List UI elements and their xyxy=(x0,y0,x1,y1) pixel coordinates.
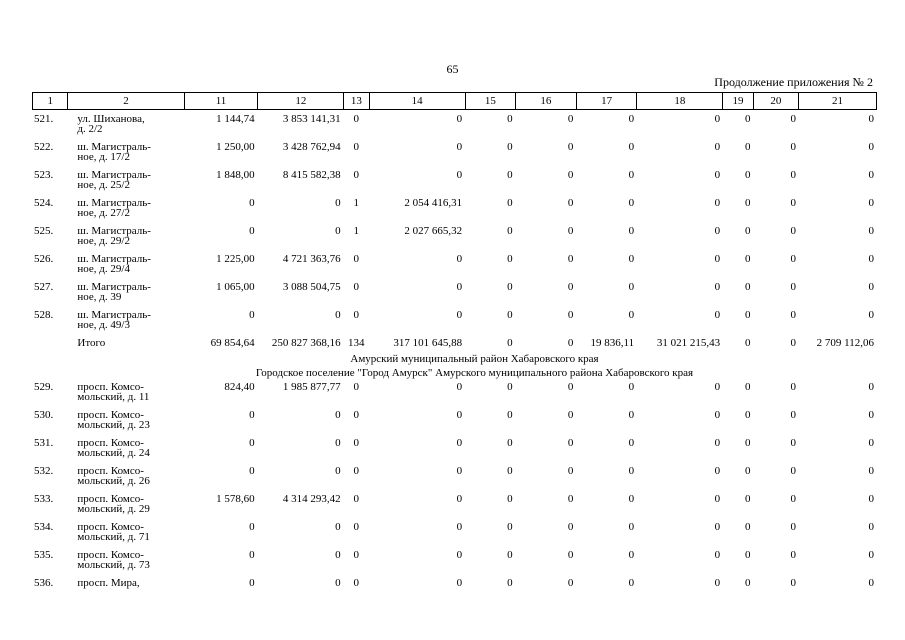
value-cell: 0 xyxy=(790,549,796,561)
value-cell: 0 xyxy=(567,225,574,237)
value-cell: 0 xyxy=(249,409,255,421)
address-cell xyxy=(67,382,183,410)
value-cell: 0 xyxy=(868,197,874,209)
column-header-row xyxy=(33,93,877,110)
address-line-1: ш. Магистраль- xyxy=(77,281,151,293)
value-cell: 0 xyxy=(868,113,874,125)
row-number: 524. xyxy=(34,197,54,209)
address-line-1: ш. Магистраль- xyxy=(77,141,151,153)
value-cell: 0 xyxy=(868,169,874,181)
address-cell xyxy=(67,114,183,142)
value-cell: 0 xyxy=(567,465,574,477)
table-row xyxy=(32,522,877,550)
value-cell: 0 xyxy=(249,437,255,449)
value-cell: 0 xyxy=(790,437,796,449)
value-cell: 0 xyxy=(628,577,635,589)
row-number: 532. xyxy=(34,465,54,477)
value-cell: 0 xyxy=(714,169,721,181)
table-row xyxy=(32,282,877,310)
column-header-cell: 12 xyxy=(258,93,344,110)
value-cell: 0 xyxy=(353,281,360,293)
value-cell: 0 xyxy=(567,309,574,321)
value-cell: 0 xyxy=(567,409,574,421)
value-cell: 0 xyxy=(714,141,721,153)
value-cell: 0 xyxy=(628,549,635,561)
data-table xyxy=(32,114,877,592)
value-cell: 0 xyxy=(456,113,463,125)
value-cell: 0 xyxy=(456,381,463,393)
value-cell: 0 xyxy=(335,521,341,533)
row-number: 529. xyxy=(34,381,54,393)
table-row xyxy=(32,578,877,592)
value-cell: 0 xyxy=(868,309,874,321)
address-line-1: ш. Магистраль- xyxy=(77,197,151,209)
value-cell: 0 xyxy=(353,169,360,181)
value-cell: 4 721 363,76 xyxy=(282,253,341,265)
address-line-1: просп. Комсо- xyxy=(77,521,144,533)
row-number: 523. xyxy=(34,169,54,181)
value-cell: 0 xyxy=(456,549,463,561)
address-line-1: ш. Магистраль- xyxy=(77,309,151,321)
row-number: 521. xyxy=(34,113,54,125)
address-line-2: мольский, д. 23 xyxy=(77,419,150,431)
table-row xyxy=(32,226,877,254)
table-row xyxy=(32,438,877,466)
value-cell: 0 xyxy=(507,465,513,477)
value-cell: 317 101 645,88 xyxy=(393,337,463,349)
value-cell: 0 xyxy=(714,281,721,293)
value-cell: 250 827 368,16 xyxy=(271,337,341,349)
column-header-cell: 14 xyxy=(369,93,465,110)
value-cell: 0 xyxy=(868,521,874,533)
total-label: Итого xyxy=(77,337,106,349)
value-cell: 1 xyxy=(353,197,360,209)
value-cell: 0 xyxy=(456,309,463,321)
value-cell: 0 xyxy=(868,253,874,265)
value-cell: 1 065,00 xyxy=(216,281,255,293)
value-cell: 0 xyxy=(567,141,574,153)
value-cell: 0 xyxy=(744,409,751,421)
value-cell: 3 428 762,94 xyxy=(282,141,341,153)
value-cell: 0 xyxy=(744,437,751,449)
address-line-2: д. 2/2 xyxy=(77,123,103,135)
address-line-1: просп. Комсо- xyxy=(77,549,144,561)
value-cell: 0 xyxy=(714,113,721,125)
value-cell: 0 xyxy=(249,577,255,589)
value-cell: 0 xyxy=(868,381,874,393)
row-number: 522. xyxy=(34,141,54,153)
address-line-1: просп. Комсо- xyxy=(77,409,144,421)
value-cell: 0 xyxy=(714,549,721,561)
address-line-2: мольский, д. 24 xyxy=(77,447,150,459)
value-cell: 0 xyxy=(868,281,874,293)
column-header-table xyxy=(32,92,877,110)
value-cell: 0 xyxy=(335,577,341,589)
value-cell: 0 xyxy=(628,493,635,505)
value-cell: 0 xyxy=(507,169,513,181)
value-cell: 3 088 504,75 xyxy=(282,281,341,293)
row-number: 527. xyxy=(34,281,54,293)
value-cell: 0 xyxy=(353,465,360,477)
total-row xyxy=(32,338,877,354)
value-cell: 0 xyxy=(335,225,341,237)
table-row xyxy=(32,170,877,198)
value-cell: 0 xyxy=(353,141,360,153)
value-cell: 1 xyxy=(353,225,360,237)
value-cell: 0 xyxy=(744,225,751,237)
value-cell: 0 xyxy=(790,521,796,533)
value-cell: 0 xyxy=(628,409,635,421)
table-row xyxy=(32,410,877,438)
address-line-1: просп. Комсо- xyxy=(77,493,144,505)
district-heading: Амурский муниципальный район Хабаровского края xyxy=(350,353,599,365)
value-cell: 0 xyxy=(790,381,796,393)
value-cell: 0 xyxy=(868,493,874,505)
address-cell xyxy=(67,254,183,282)
section-row xyxy=(32,368,877,382)
value-cell: 0 xyxy=(249,309,255,321)
row-number: 534. xyxy=(34,521,54,533)
value-cell: 0 xyxy=(335,549,341,561)
table-row xyxy=(32,466,877,494)
value-cell: 0 xyxy=(714,577,721,589)
value-cell: 0 xyxy=(868,577,874,589)
address-cell xyxy=(67,522,183,550)
value-cell: 0 xyxy=(744,493,751,505)
value-cell: 0 xyxy=(456,465,463,477)
value-cell: 0 xyxy=(335,309,341,321)
table-row xyxy=(32,550,877,578)
appendix-caption: Продолжение приложения № 2 xyxy=(714,75,873,89)
row-number: 531. xyxy=(34,437,54,449)
value-cell: 134 xyxy=(348,337,365,349)
value-cell: 0 xyxy=(790,465,796,477)
value-cell: 0 xyxy=(353,309,360,321)
address-line-2: ное, д. 49/3 xyxy=(77,319,130,331)
value-cell: 0 xyxy=(628,169,635,181)
value-cell: 0 xyxy=(507,437,513,449)
value-cell: 4 314 293,42 xyxy=(282,493,341,505)
value-cell: 0 xyxy=(744,465,751,477)
value-cell: 0 xyxy=(714,409,721,421)
column-header-cell: 16 xyxy=(516,93,577,110)
value-cell: 0 xyxy=(353,253,360,265)
address-cell xyxy=(67,170,183,198)
value-cell: 0 xyxy=(628,113,635,125)
value-cell: 0 xyxy=(456,493,463,505)
value-cell: 0 xyxy=(628,309,635,321)
value-cell: 0 xyxy=(790,169,796,181)
value-cell: 0 xyxy=(744,253,751,265)
value-cell: 0 xyxy=(456,141,463,153)
address-line-1: просп. Комсо- xyxy=(77,437,144,449)
value-cell: 0 xyxy=(507,253,513,265)
address-cell xyxy=(67,282,183,310)
value-cell: 0 xyxy=(790,577,796,589)
value-cell: 0 xyxy=(714,437,721,449)
value-cell: 0 xyxy=(744,381,751,393)
value-cell: 0 xyxy=(628,225,635,237)
address-cell xyxy=(67,578,183,592)
value-cell: 0 xyxy=(744,549,751,561)
value-cell: 0 xyxy=(456,169,463,181)
value-cell: 0 xyxy=(744,169,751,181)
settlement-heading: Городское поселение "Город Амурск" Амурского муниципального района Хабаровского края xyxy=(255,367,694,379)
row-number: 530. xyxy=(34,409,54,421)
value-cell: 1 225,00 xyxy=(216,253,255,265)
value-cell: 0 xyxy=(714,309,721,321)
value-cell: 3 853 141,31 xyxy=(282,113,341,125)
table-row xyxy=(32,310,877,338)
value-cell: 0 xyxy=(507,409,513,421)
value-cell: 0 xyxy=(249,197,255,209)
value-cell: 0 xyxy=(353,437,360,449)
value-cell: 0 xyxy=(744,337,751,349)
column-header-cell: 13 xyxy=(344,93,369,110)
value-cell: 0 xyxy=(714,197,721,209)
value-cell: 0 xyxy=(567,437,574,449)
value-cell: 0 xyxy=(335,197,341,209)
value-cell: 0 xyxy=(507,521,513,533)
table-row xyxy=(32,494,877,522)
address-line-2: ное, д. 39 xyxy=(77,291,122,303)
value-cell: 0 xyxy=(790,225,796,237)
value-cell: 0 xyxy=(714,521,721,533)
value-cell: 0 xyxy=(249,549,255,561)
address-line-2: ное, д. 27/2 xyxy=(77,207,130,219)
value-cell: 0 xyxy=(353,113,360,125)
value-cell: 0 xyxy=(567,521,574,533)
value-cell: 0 xyxy=(507,225,513,237)
value-cell: 0 xyxy=(744,197,751,209)
value-cell: 0 xyxy=(790,493,796,505)
value-cell: 0 xyxy=(744,577,751,589)
address-line-2: ное, д. 29/2 xyxy=(77,235,130,247)
value-cell: 0 xyxy=(868,225,874,237)
value-cell: 0 xyxy=(353,409,360,421)
address-line-1: просп. Мира, xyxy=(77,577,140,589)
address-cell xyxy=(67,466,183,494)
value-cell: 0 xyxy=(456,437,463,449)
value-cell: 2 027 665,32 xyxy=(404,225,463,237)
value-cell: 0 xyxy=(790,113,796,125)
address-line-2: мольский, д. 29 xyxy=(77,503,150,515)
value-cell: 0 xyxy=(567,281,574,293)
address-line-2: мольский, д. 26 xyxy=(77,475,150,487)
value-cell: 0 xyxy=(507,197,513,209)
value-cell: 0 xyxy=(507,493,513,505)
value-cell: 0 xyxy=(567,169,574,181)
value-cell: 19 836,11 xyxy=(590,337,635,349)
address-cell xyxy=(67,438,183,466)
value-cell: 0 xyxy=(628,437,635,449)
row-number: 536. xyxy=(34,577,54,589)
value-cell: 0 xyxy=(628,521,635,533)
value-cell: 0 xyxy=(567,253,574,265)
address-line-2: мольский, д. 71 xyxy=(77,531,150,543)
value-cell: 0 xyxy=(744,309,751,321)
value-cell: 0 xyxy=(790,309,796,321)
value-cell: 0 xyxy=(628,141,635,153)
value-cell: 8 415 582,38 xyxy=(282,169,341,181)
value-cell: 0 xyxy=(507,381,513,393)
address-line-1: ш. Магистраль- xyxy=(77,225,151,237)
value-cell: 0 xyxy=(456,521,463,533)
address-line-2: ное, д. 17/2 xyxy=(77,151,130,163)
value-cell: 0 xyxy=(790,409,796,421)
table-row xyxy=(32,254,877,282)
value-cell: 0 xyxy=(868,437,874,449)
value-cell: 0 xyxy=(456,409,463,421)
address-line-2: ное, д. 29/4 xyxy=(77,263,130,275)
column-header-cell: 15 xyxy=(465,93,516,110)
value-cell: 0 xyxy=(353,577,360,589)
column-header-cell: 1 xyxy=(33,93,68,110)
address-cell xyxy=(67,142,183,170)
value-cell: 0 xyxy=(868,409,874,421)
value-cell: 0 xyxy=(249,521,255,533)
value-cell: 0 xyxy=(567,577,574,589)
address-line-1: ш. Магистраль- xyxy=(77,169,151,181)
column-header-cell: 2 xyxy=(68,93,184,110)
address-line-2: мольский, д. 11 xyxy=(77,391,150,403)
value-cell: 0 xyxy=(507,141,513,153)
value-cell: 0 xyxy=(628,281,635,293)
value-cell: 0 xyxy=(456,281,463,293)
value-cell: 0 xyxy=(790,281,796,293)
value-cell: 0 xyxy=(714,225,721,237)
row-number: 535. xyxy=(34,549,54,561)
row-number: 525. xyxy=(34,225,54,237)
value-cell: 0 xyxy=(507,577,513,589)
address-cell xyxy=(67,550,183,578)
value-cell: 0 xyxy=(628,381,635,393)
column-header-cell: 17 xyxy=(576,93,637,110)
value-cell: 0 xyxy=(353,521,360,533)
value-cell: 0 xyxy=(353,381,360,393)
value-cell: 0 xyxy=(714,493,721,505)
value-cell: 0 xyxy=(567,197,574,209)
address-line-2: мольский, д. 73 xyxy=(77,559,150,571)
value-cell: 0 xyxy=(507,281,513,293)
value-cell: 0 xyxy=(507,309,513,321)
value-cell: 0 xyxy=(456,577,463,589)
page-number: 65 xyxy=(446,62,459,76)
value-cell: 0 xyxy=(790,337,796,349)
value-cell: 0 xyxy=(628,197,635,209)
value-cell: 0 xyxy=(744,141,751,153)
value-cell: 0 xyxy=(249,225,255,237)
value-cell: 0 xyxy=(744,113,751,125)
section-row xyxy=(32,354,877,368)
column-header-cell: 19 xyxy=(723,93,753,110)
address-cell xyxy=(67,198,183,226)
column-header-cell: 11 xyxy=(184,93,258,110)
value-cell: 1 578,60 xyxy=(216,493,255,505)
value-cell: 0 xyxy=(507,337,513,349)
table-row xyxy=(32,198,877,226)
row-number xyxy=(32,338,67,354)
address-line-1: ш. Магистраль- xyxy=(77,253,151,265)
value-cell: 1 985 877,77 xyxy=(282,381,341,393)
value-cell: 1 848,00 xyxy=(216,169,255,181)
value-cell: 0 xyxy=(628,253,635,265)
value-cell: 0 xyxy=(868,549,874,561)
table-row xyxy=(32,114,877,142)
value-cell: 0 xyxy=(335,409,341,421)
value-cell: 0 xyxy=(567,113,574,125)
value-cell: 0 xyxy=(567,337,574,349)
column-header-cell: 20 xyxy=(753,93,798,110)
row-number: 533. xyxy=(34,493,54,505)
value-cell: 0 xyxy=(790,253,796,265)
value-cell: 69 854,64 xyxy=(210,337,255,349)
value-cell: 0 xyxy=(790,141,796,153)
value-cell: 0 xyxy=(868,141,874,153)
value-cell: 0 xyxy=(507,549,513,561)
table-row xyxy=(32,142,877,170)
value-cell: 0 xyxy=(628,465,635,477)
address-line-1: ул. Шиханова, xyxy=(77,113,145,125)
table-row xyxy=(32,382,877,410)
value-cell: 0 xyxy=(335,465,341,477)
value-cell: 0 xyxy=(335,437,341,449)
value-cell: 0 xyxy=(353,493,360,505)
value-cell: 824,40 xyxy=(224,381,255,393)
value-cell: 0 xyxy=(456,253,463,265)
value-cell: 31 021 215,43 xyxy=(656,337,721,349)
value-cell: 1 250,00 xyxy=(216,141,255,153)
value-cell: 0 xyxy=(567,381,574,393)
value-cell: 0 xyxy=(714,381,721,393)
value-cell: 0 xyxy=(353,549,360,561)
address-line-1: просп. Комсо- xyxy=(77,465,144,477)
value-cell: 2 709 112,06 xyxy=(816,337,874,349)
column-header-cell: 18 xyxy=(637,93,723,110)
value-cell: 0 xyxy=(868,465,874,477)
value-cell: 0 xyxy=(507,113,513,125)
value-cell: 1 144,74 xyxy=(216,113,255,125)
value-cell: 0 xyxy=(744,521,751,533)
value-cell: 0 xyxy=(744,281,751,293)
column-header-cell: 21 xyxy=(799,93,877,110)
value-cell: 0 xyxy=(567,493,574,505)
value-cell: 0 xyxy=(714,465,721,477)
value-cell: 0 xyxy=(249,465,255,477)
row-number: 528. xyxy=(34,309,54,321)
address-cell xyxy=(67,310,183,338)
address-cell xyxy=(67,410,183,438)
value-cell: 0 xyxy=(567,549,574,561)
row-number: 526. xyxy=(34,253,54,265)
value-cell: 0 xyxy=(714,253,721,265)
address-line-2: ное, д. 25/2 xyxy=(77,179,130,191)
value-cell: 2 054 416,31 xyxy=(404,197,463,209)
address-cell xyxy=(67,494,183,522)
address-cell xyxy=(67,226,183,254)
value-cell: 0 xyxy=(790,197,796,209)
address-line-1: просп. Комсо- xyxy=(77,381,144,393)
